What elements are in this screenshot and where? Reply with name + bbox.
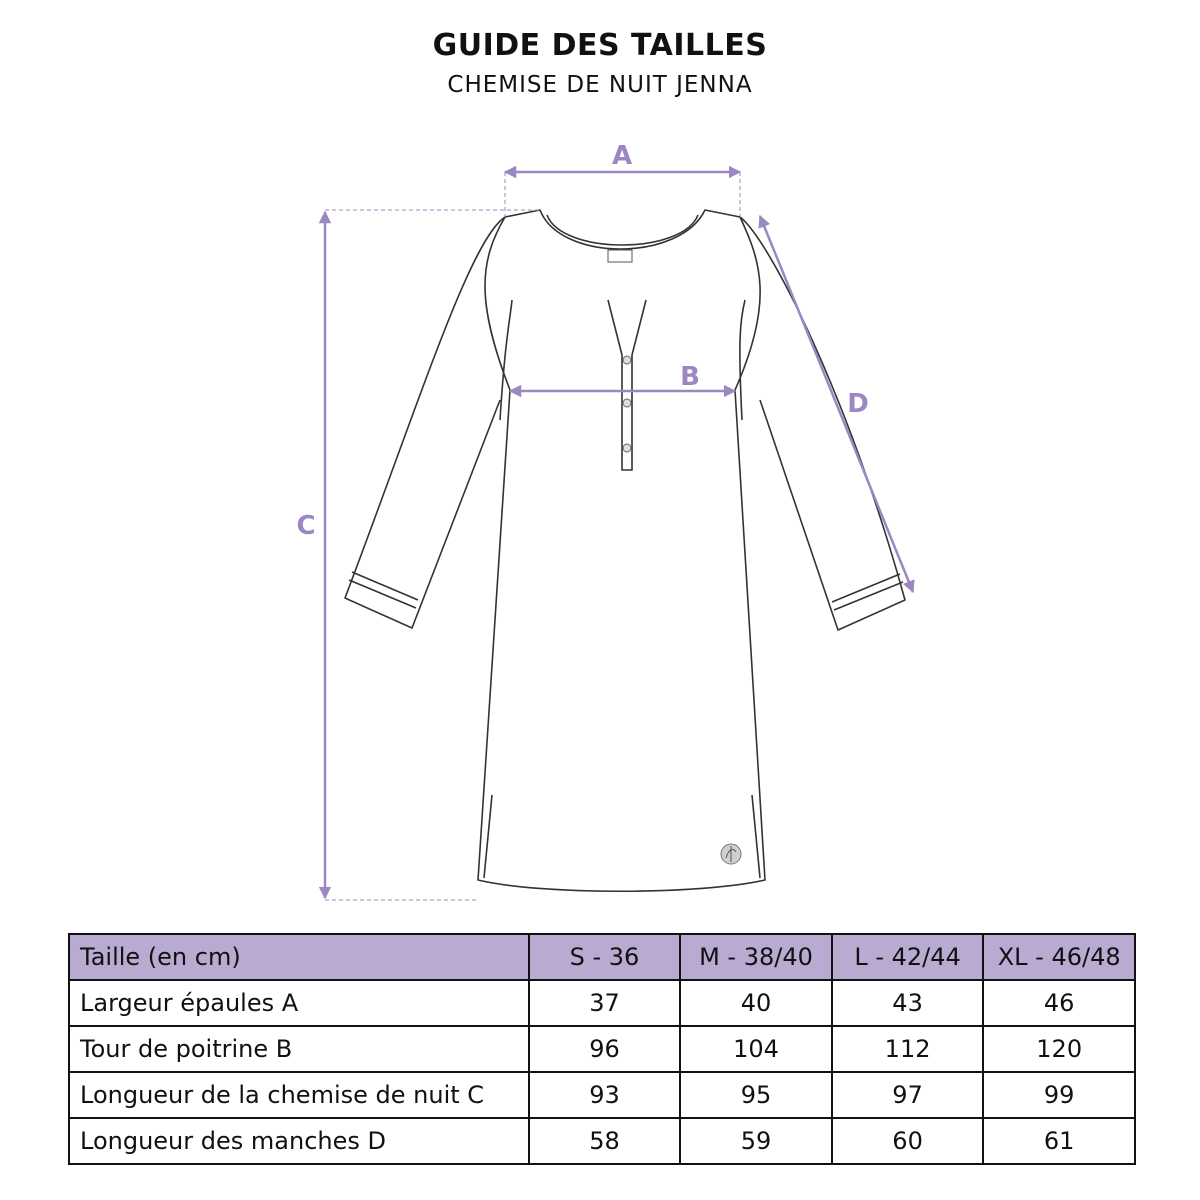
table-cell: 112 [832, 1026, 984, 1072]
size-table [68, 933, 1136, 1165]
button [623, 356, 631, 364]
table-cell: 120 [983, 1026, 1135, 1072]
table-header-label: Taille (en cm) [69, 934, 529, 980]
dimension-d-arrow [760, 216, 913, 592]
table-cell: 93 [529, 1072, 680, 1118]
dimension-a-label: A [611, 141, 633, 171]
row-label: Tour de poitrine B [69, 1026, 529, 1072]
table-cell: 43 [832, 980, 984, 1026]
table-cell: 97 [832, 1072, 984, 1118]
dimension-b-label: B [680, 362, 700, 392]
table-cell: 40 [680, 980, 832, 1026]
table-cell: 37 [529, 980, 680, 1026]
table-cell: 61 [983, 1118, 1135, 1164]
table-cell: 95 [680, 1072, 832, 1118]
button [623, 399, 631, 407]
page-subtitle: CHEMISE DE NUIT JENNA [447, 72, 753, 98]
page-title: GUIDE DES TAILLES [432, 28, 768, 63]
table-header-row [69, 934, 1135, 980]
table-cell: 46 [983, 980, 1135, 1026]
table-row [69, 1072, 1135, 1118]
dimension-guides [325, 172, 740, 900]
row-label: Longueur de la chemise de nuit C [69, 1072, 529, 1118]
table-cell: 59 [680, 1118, 832, 1164]
dimension-d-label: D [847, 389, 869, 419]
table-cell: 99 [983, 1072, 1135, 1118]
garment-outline [345, 210, 905, 891]
table-cell: 60 [832, 1118, 984, 1164]
size-header: S - 36 [529, 934, 680, 980]
table-row [69, 1118, 1135, 1164]
button [623, 444, 631, 452]
brand-logo-icon [721, 844, 741, 864]
dimension-c-label: C [296, 511, 316, 541]
table-row [69, 1026, 1135, 1072]
table-row [69, 980, 1135, 1026]
row-label: Largeur épaules A [69, 980, 529, 1026]
row-label: Longueur des manches D [69, 1118, 529, 1164]
size-header: M - 38/40 [680, 934, 832, 980]
neck-label [608, 250, 632, 262]
table-cell: 104 [680, 1026, 832, 1072]
size-header: XL - 46/48 [983, 934, 1135, 980]
table-cell: 58 [529, 1118, 680, 1164]
table-cell: 96 [529, 1026, 680, 1072]
size-header: L - 42/44 [832, 934, 984, 980]
